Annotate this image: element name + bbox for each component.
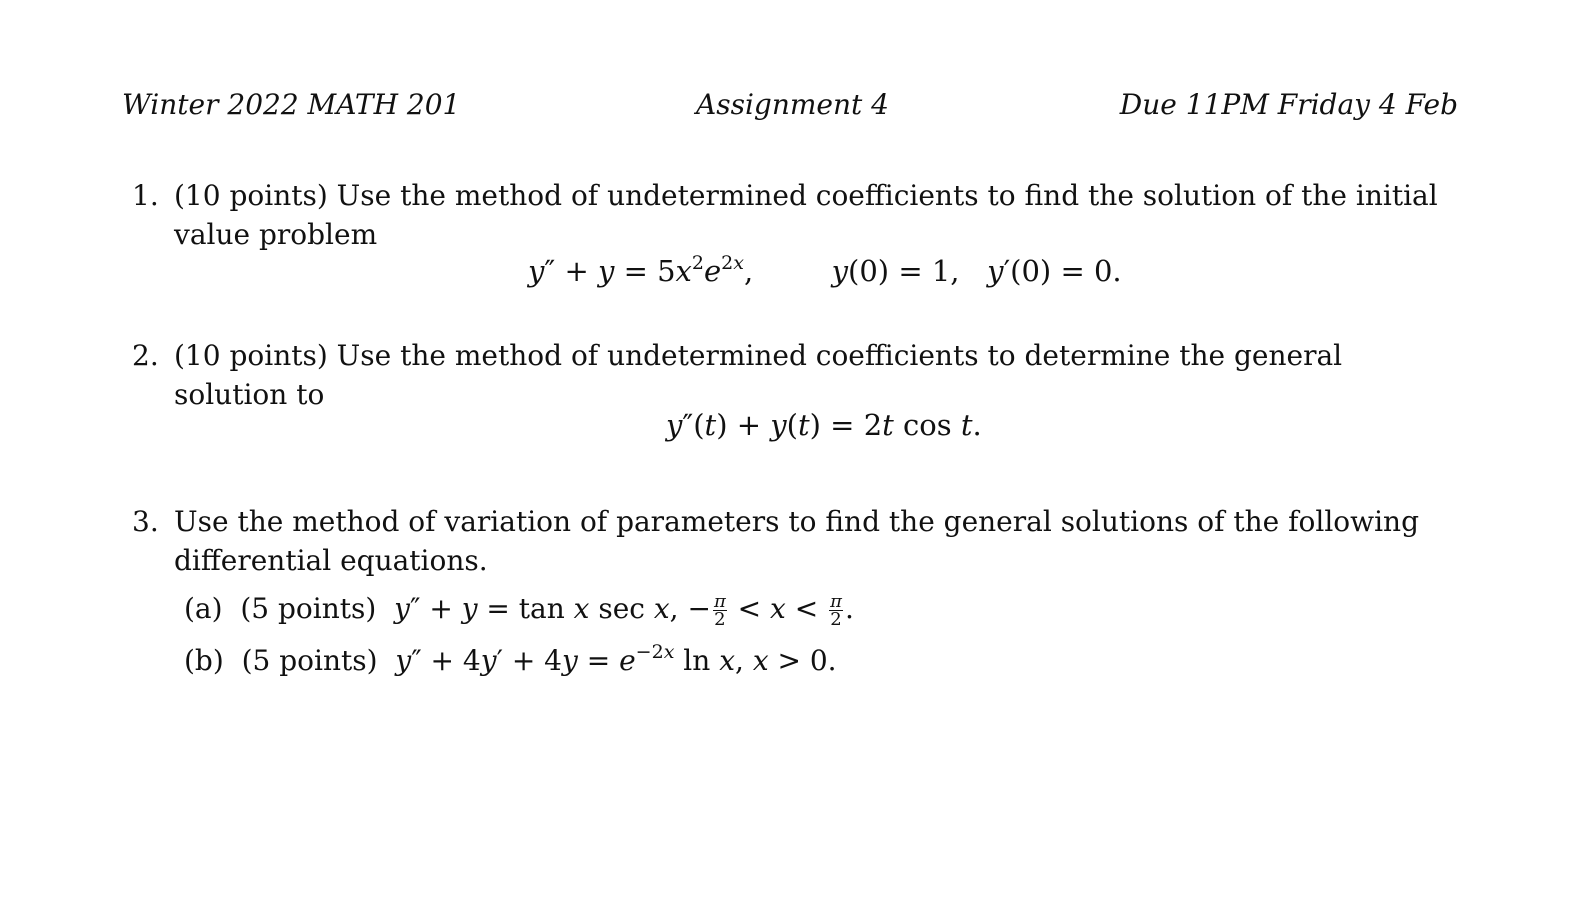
problem-3a [184, 592, 854, 628]
equation-2: y″(t) + y(t) = 2t cos t. [666, 408, 982, 442]
header-title: Assignment 4 [696, 88, 889, 121]
problem-text: (10 points) Use the method of undetermined coefficients to find the solution of the initial value problem [174, 179, 1438, 251]
part-points: (5 points) [240, 592, 377, 625]
equation-3a: y″ + y = tan x sec x, − $\frac{\pi}{2}$ < x < $\frac{\pi}{2}$ . [394, 591, 854, 630]
problem-text: (10 points) Use the method of undetermined coefficients to determine the general solution to [174, 339, 1343, 411]
problem-number: 2. [132, 339, 159, 372]
problem-3 [132, 502, 1462, 580]
part-label: (a) [184, 592, 223, 625]
header-course: Winter 2022 MATH 201 [122, 88, 461, 121]
equation-1: $y'' + y = 5x^2e^{2x}$, y(0) = 1, y′(0) = 0. [528, 252, 1122, 288]
problem-text: Use the method of variation of parameters to find the general solutions of the following differential equations. [174, 505, 1420, 577]
part-label: (b) [184, 644, 224, 677]
part-points: (5 points) [241, 644, 378, 677]
header-due-date: Due 11PM Friday 4 Feb [1119, 88, 1458, 121]
problem-number: 3. [132, 505, 159, 538]
equation-3b: $y'' + 4y' + 4y = e^{-2x}$ ln x, x > 0. [395, 641, 837, 677]
problem-3b [184, 641, 837, 677]
problem-1 [132, 176, 1462, 254]
problem-number: 1. [132, 179, 159, 212]
problem-2 [132, 336, 1462, 414]
